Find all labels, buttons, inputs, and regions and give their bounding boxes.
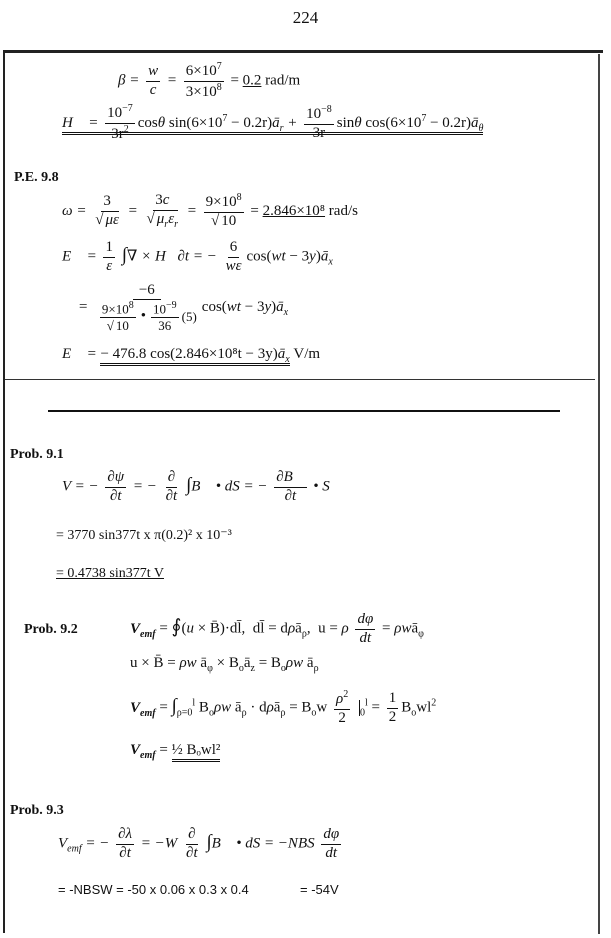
prob91-line1: = 3770 sin377t x π(0.2)² x 10⁻³ [56,528,232,543]
prob91-line2: = 0.4738 sin377t V [56,566,164,581]
equation-u-cross-b: u × B̄ = ρw $ā_\varphi$ × $B_oā_z = B_o\rho w$ $ā_\rho$ [130,655,319,674]
equation-vemf-result: $V_{emf}$ = ½ Bₒwl² [130,742,221,761]
omega-result: 2.846×10⁸ [262,203,326,220]
equation-e-field-result: E⃗ = − 476.8 $\cos(2.846\times 10^8t - 3y)ā_x$ V/m [62,346,321,365]
section-label-prob93: Prob. 9.3 [10,803,64,818]
section-label-prob92: Prob. 9.2 [24,622,78,637]
equation-vemf-integral: $V_{emf} = \int_{\rho=0}^l$ $B_o\rho w$ $ā_\rho$ · dρā$_\rho$ = $B_ow$ $\frac{\rho^2}{2}$ $_0^l$ = $\frac{1}{2}$ $B_owl^2$ [130,689,437,726]
equation-e-field-integral: E⃗ = $\frac{1}{\varepsilon}$ ∫∇ × H⃗∂t = − $\frac{6}{w\varepsilon}$ $\cos(wt - 3y)ā_x$ [62,239,333,274]
section-label-pe98: P.E. 9.8 [14,170,59,185]
equation-emf-turns: $V_{emf}$ = − $\frac{\partial\lambda}{\partial t}$ = −W $\frac{\partial}{\partial t}$ ∫B⃗ • dS = −NBS $\frac{d\varphi}{dt}$ [58,826,340,861]
prob93-line1: = -NBSW = -50 x 0.06 x 0.3 x 0.4 [58,882,249,897]
page-number: 224 [292,8,319,27]
equation-omega: ω = $\frac{3}{√ \mu\varepsilon}$ = $\frac{3c}{√ \mu_r\varepsilon_r}$ = $\frac{9\times 10^8}{√ 10}$ = 2.846×10⁸ rad/s [62,192,358,230]
e-result: − 476.8 cos(2.846×10⁸t − 3y) [100,346,278,362]
e-unit: V/m [293,346,321,362]
equation-beta: β = $\frac{w}{c}$ = $\frac{6\times 10^7}{3\times 10^8}$ = 0.2 rad/m [118,61,301,100]
vemf-result: ½ Bₒwl² [172,742,221,762]
heavy-rule [48,410,560,412]
section-divider [5,379,595,380]
section-label-prob91: Prob. 9.1 [10,447,64,462]
prob93-line1b: = -54V [300,882,339,897]
page-frame-right [598,54,600,934]
equation-emf-flux: V = − $\frac{\partial\psi}{\partial t}$ = − $\frac{\partial}{\partial t}$ ∫B⃗ • dS = − $\frac{\partial B⃗}{\partial t}$ • S [62,469,330,504]
beta-unit: rad/m [265,72,301,89]
beta-result: 0.2 [242,72,262,89]
equation-e-field-substitution: = −6 $\frac{9\times 10^8}{√ 10}$ • $\frac{10^{-9}}{36}$ (5) $\cos(wt - 3y)ā_x$ [78,282,289,333]
omega-unit: rad/s [328,203,358,220]
equation-h-field: H⃗ = $\frac{10^{-7}}{3r^2}$ cosθ $\sin(6\times 10^7$ − $0.2r)ā_r$ + $\frac{10^{-8}}{3r}$ sinθ $\cos(6\times 10^7$ − $0.2r)ā_\theta$ [62,103,484,142]
equation-vemf-definition: $V_{emf}$ = ∮(u × B̄)·dl̄, dl̄ = dρā$_\rho$, u = ρ $\frac{d\varphi}{dt}$ = ρwā$_\varphi$ [130,611,424,646]
